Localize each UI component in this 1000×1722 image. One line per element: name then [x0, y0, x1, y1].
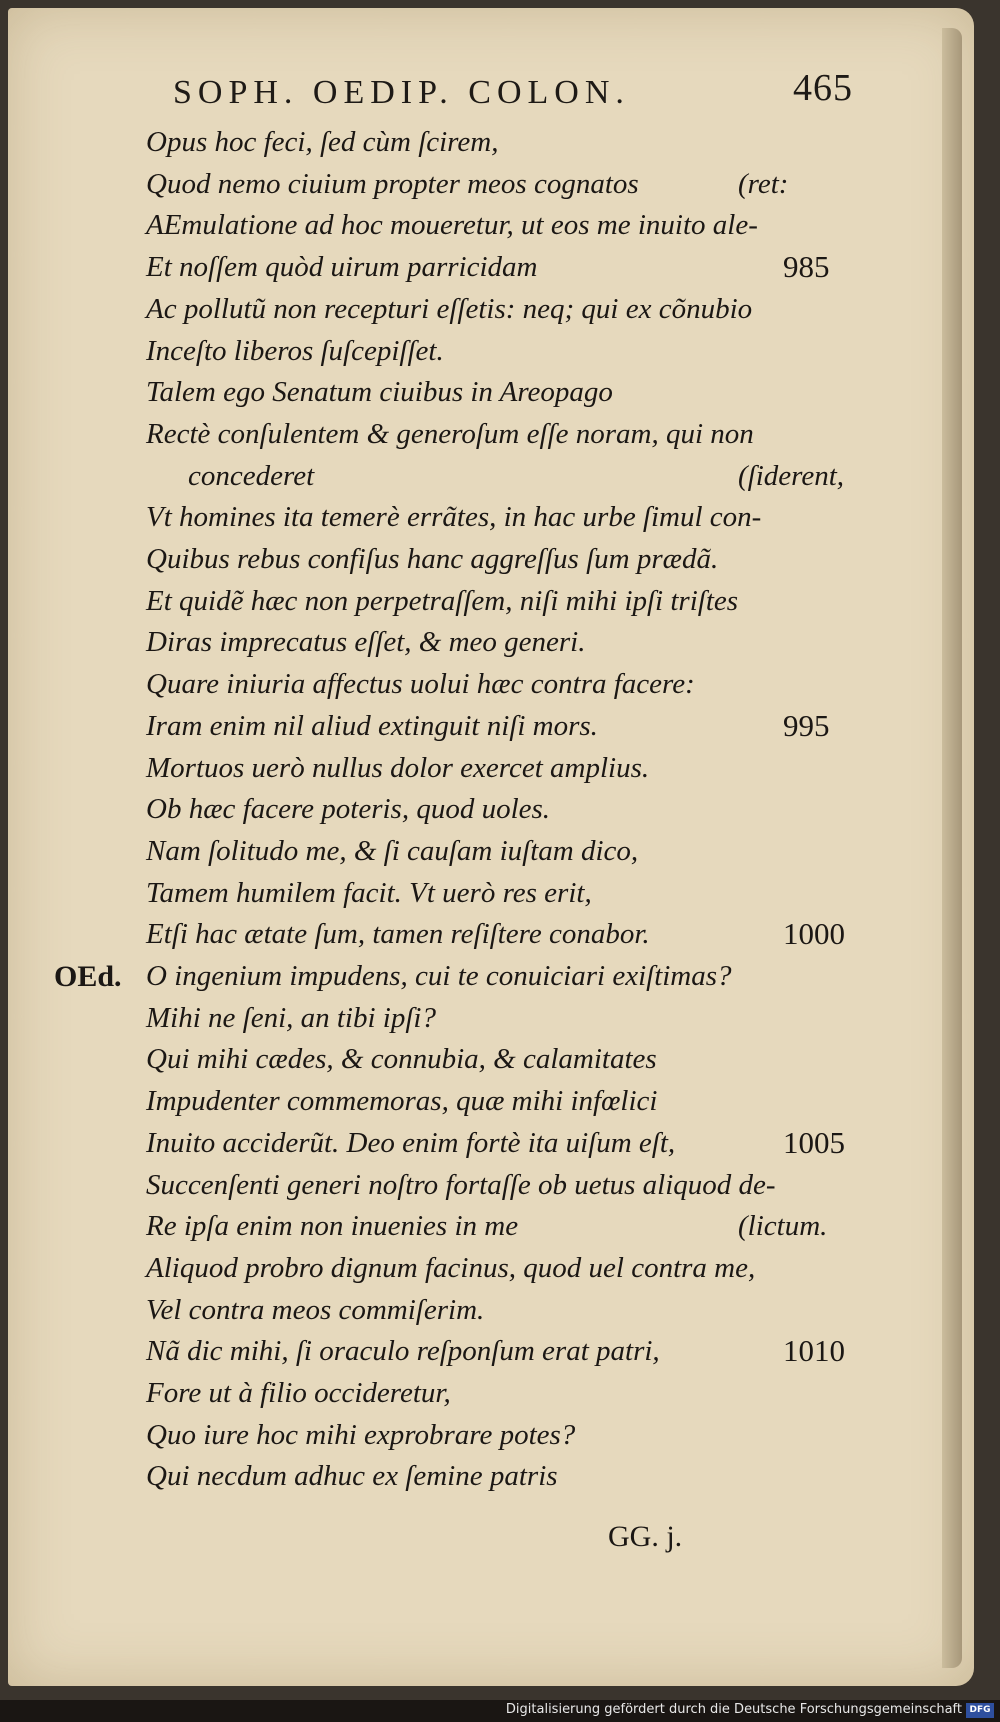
running-header — [173, 66, 853, 116]
verse-line — [8, 1169, 988, 1205]
line-number: 995 — [783, 707, 830, 743]
verse-text: Mortuos uerò nullus dolor exercet amplius. — [146, 751, 650, 784]
verse-line — [8, 209, 988, 245]
verse-text: Inuito acciderũt. Deo enim fortè ita uiſum eſt, — [146, 1126, 676, 1159]
verse-text: Succenſenti generi noſtro fortaſſe ob uetus aliquod de- — [146, 1168, 776, 1201]
verse-line — [8, 168, 988, 204]
verse-text: Inceſto liberos ſuſcepiſſet. — [146, 334, 444, 367]
verse-line — [8, 1085, 988, 1121]
verse-text: Vt homines ita temerè errãtes, in hac urbe ſimul con- — [146, 501, 762, 534]
overflow-text: (ſiderent, — [738, 459, 845, 492]
verse-text: Fore ut à filio occideretur, — [146, 1377, 451, 1409]
verse-text: Mihi ne ſeni, an tibi ipſi? — [146, 1001, 436, 1034]
verse-text: Ob hæc facere poteris, quod uoles. — [146, 793, 551, 826]
verse-text: Nam ſolitudo me, & ſi cauſam iuſtam dico, — [146, 834, 639, 867]
line-number: 1005 — [783, 1124, 845, 1160]
page-number: 465 — [793, 67, 853, 109]
verse-text: Aliquod probro dignum facinus, quod uel contra me, — [146, 1251, 756, 1284]
verse-text: Quibus rebus confiſus hanc aggreſſus ſum prædã. — [146, 543, 719, 575]
line-number: 985 — [783, 249, 830, 285]
line-number: 1000 — [783, 916, 845, 952]
dfg-logo: DFG — [966, 1703, 994, 1718]
verse-line — [8, 626, 988, 662]
verse-line — [8, 251, 988, 287]
verse-text: Opus hoc feci, ſed cùm ſcirem, — [146, 126, 499, 158]
verse-line — [8, 707, 988, 746]
verse-line — [8, 960, 988, 996]
verse-line — [8, 668, 988, 704]
verse-line — [8, 585, 988, 621]
verse-line — [8, 1210, 988, 1246]
verse-text: Talem ego Senatum ciuibus in Areopago — [146, 376, 613, 409]
verse-line — [8, 752, 988, 788]
verse-line — [8, 1252, 988, 1288]
verse-line — [8, 501, 988, 537]
verse-line — [8, 1377, 988, 1413]
verse-text: Etſi hac ætate ſum, tamen reſiſtere conabor. — [146, 918, 650, 951]
signature-mark: GG. j. — [608, 1520, 683, 1553]
verse-line — [8, 1043, 988, 1079]
verse-text: Quod nemo ciuium propter meos cognatos — [146, 167, 639, 200]
verse-line — [8, 460, 988, 496]
verse-text: Rectè conſulentem & generoſum eſſe noram, qui non — [146, 417, 754, 450]
verse-line — [8, 1419, 988, 1455]
verse-text: Quo iure hoc mihi exprobrare potes? — [146, 1418, 576, 1451]
verse-text: Nã dic mihi, ſi oraculo reſponſum erat patri, — [146, 1335, 660, 1368]
verse-text: AEmulatione ad hoc moueretur, ut eos me inuito ale- — [146, 209, 758, 242]
verse-text: Qui necdum adhuc ex ſemine patris — [146, 1460, 558, 1493]
verse-line — [8, 835, 988, 871]
verse-text: Re ipſa enim non inuenies in me — [146, 1210, 519, 1243]
verse-text: Tamem humilem facit. Vt uerò res erit, — [146, 876, 592, 909]
verse-line — [8, 293, 988, 329]
verse-text: O ingenium impudens, cui te conuiciari exiſtimas? — [146, 960, 732, 992]
verse-line — [8, 335, 988, 371]
verse-line — [8, 877, 988, 913]
verse-line — [8, 1124, 988, 1163]
verse-line — [8, 376, 988, 412]
verse-text: Iram enim nil aliud extinguit niſi mors. — [146, 709, 598, 742]
verse-line — [8, 418, 988, 454]
verse-line — [8, 543, 988, 579]
overflow-text: (lictum. — [738, 1210, 828, 1243]
verse-text: Quare iniuria affectus uolui hæc contra facere: — [146, 668, 695, 701]
verse-text: Impudenter commemoras, quæ mihi infœlici — [146, 1085, 658, 1118]
funding-note: Digitalisierung gefördert durch die Deutsche Forschungsgemeinschaft — [505, 1702, 962, 1717]
verse-text: Vel contra meos commiſerim. — [146, 1293, 485, 1326]
verse-line — [8, 1335, 988, 1371]
verse-text: Ac pollutũ non recepturi eſſetis: neq; qui ex cõnubio — [146, 292, 753, 325]
verse-line — [8, 1460, 988, 1496]
verse-text: Et noſſem quòd uirum parricidam — [146, 251, 538, 284]
verse-text: Et quidẽ hæc non perpetraſſem, niſi mihi ipſi triſtes — [146, 584, 739, 617]
speaker-label: OEd. — [54, 960, 122, 993]
line-number: 1010 — [783, 1333, 845, 1369]
book-page — [8, 8, 974, 1686]
verse-line — [8, 918, 988, 954]
digitization-footer — [0, 1700, 1000, 1722]
verse-line — [8, 793, 988, 829]
verse-text: Qui mihi cædes, & connubia, & calamitates — [146, 1043, 657, 1076]
verse-line — [8, 1294, 988, 1330]
overflow-text: (ret: — [738, 167, 789, 200]
verse-line — [8, 1002, 988, 1038]
running-title: SOPH. OEDIP. COLON. — [173, 74, 630, 111]
verse-text: concederet — [188, 459, 315, 492]
verse-line — [8, 126, 988, 162]
verse-text: Diras imprecatus eſſet, & meo generi. — [146, 626, 586, 659]
